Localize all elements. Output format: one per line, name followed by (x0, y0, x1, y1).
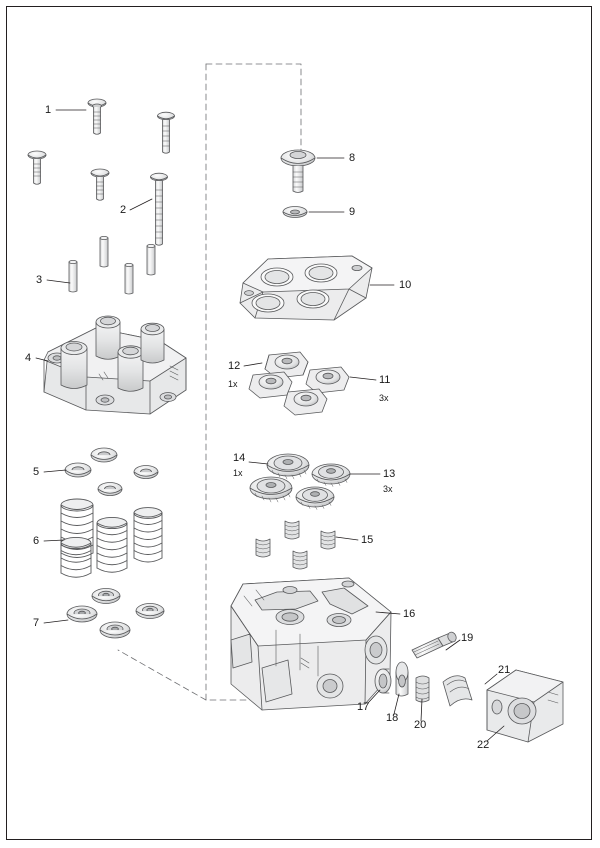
part-17-ring (375, 669, 391, 693)
callout-18: 18 (386, 712, 399, 724)
part-15-coil-inserts (256, 521, 335, 569)
part-10-gasket-plate (240, 256, 372, 320)
part-4-valve-housing (44, 316, 186, 414)
parts-13-14-ribbed-discs (250, 454, 350, 510)
callout-10: 10 (399, 279, 412, 291)
callout-15: 15 (361, 534, 374, 546)
parts-11-12-rocker-pads (249, 352, 349, 415)
callout-7: 7 (33, 617, 40, 629)
callout-14: 14 (233, 452, 246, 464)
callout-13: 13 (383, 468, 396, 480)
part-2-long-bolts (151, 112, 175, 245)
callout-2: 2 (120, 204, 127, 216)
quantity-14: 1x (233, 468, 243, 478)
callout-16: 16 (403, 608, 416, 620)
callout-9: 9 (349, 206, 356, 218)
quantity-11: 3x (379, 393, 389, 403)
callout-5: 5 (33, 466, 40, 478)
part-9-washer (283, 207, 307, 218)
part-14-ribbed-disc (267, 454, 309, 479)
part-18-spacer (396, 662, 408, 696)
quantity-13: 3x (383, 484, 393, 494)
part-5-spring-seats (65, 448, 158, 496)
part-6-valve-springs (61, 499, 162, 577)
callout-22: 22 (477, 739, 490, 751)
callout-20: 20 (414, 719, 427, 731)
callout-21: 21 (498, 664, 511, 676)
part-20-coiled-sleeve (416, 676, 429, 702)
callout-1: 1 (45, 104, 52, 116)
callout-12: 12 (228, 360, 241, 372)
part-7-lower-spring-seats (67, 589, 164, 639)
callout-19: 19 (461, 632, 474, 644)
part-8-center-bolt (281, 150, 315, 193)
callout-4: 4 (25, 352, 32, 364)
part-1-bolts (28, 99, 109, 200)
quantity-12: 1x (228, 379, 238, 389)
callout-6: 6 (33, 535, 40, 547)
callout-11: 11 (379, 374, 391, 386)
part-16-cylinder-head (231, 578, 391, 710)
callout-8: 8 (349, 152, 356, 164)
part-19-screw (412, 631, 458, 658)
callout-3: 3 (36, 274, 43, 286)
part-21-clip (443, 676, 472, 706)
part-3-dowel-pins (69, 236, 155, 294)
callout-17: 17 (357, 701, 370, 713)
